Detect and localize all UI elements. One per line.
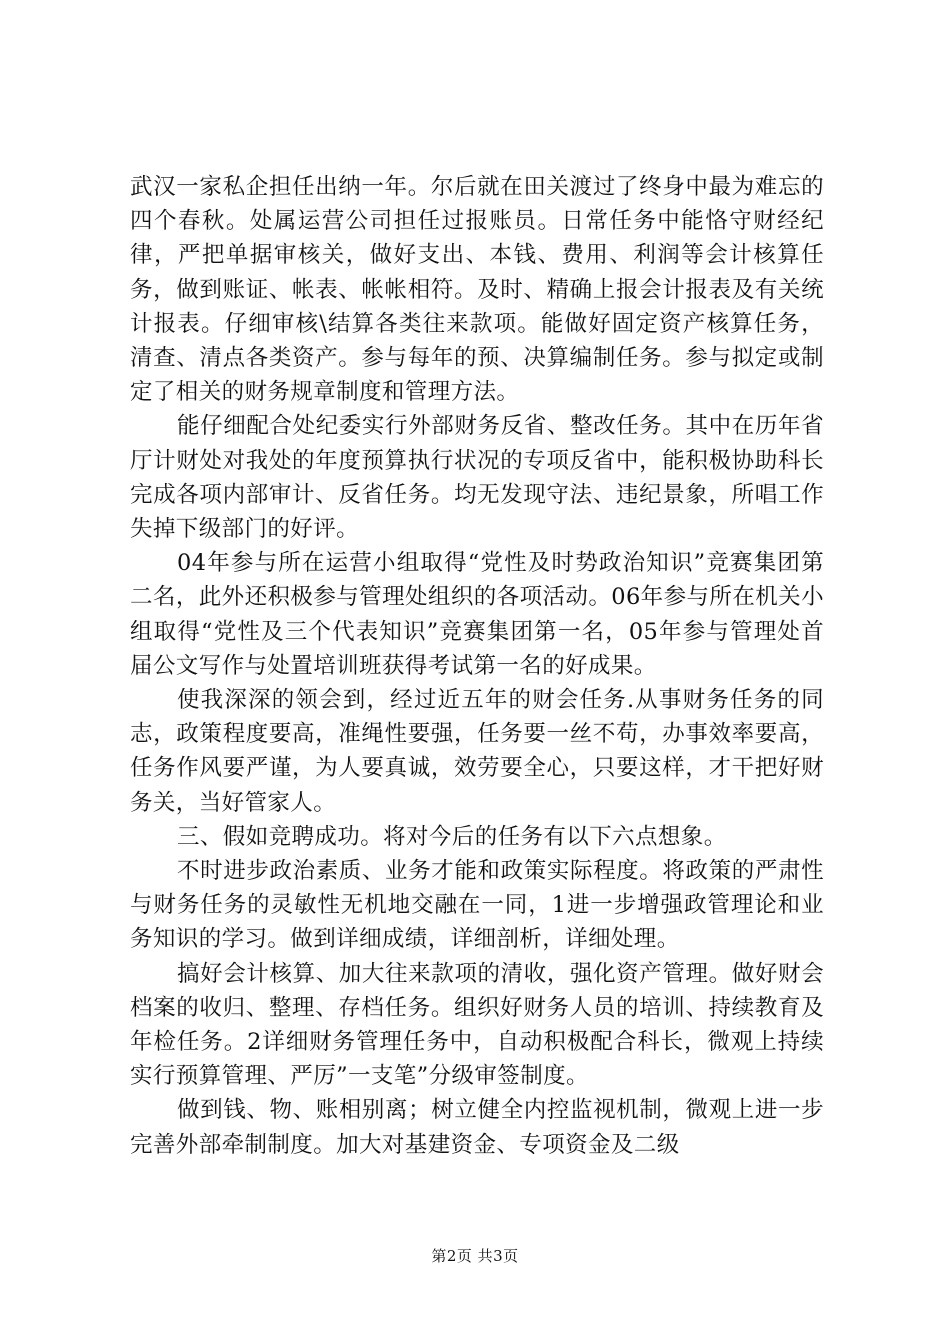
paragraph-7: 搞好会计核算、加大往来款项的清收，强化资产管理。做好财会档案的收归、整理、存档任务。组织好财务人员的培训、持续教育及年检任务。2详细财务管理任务中，自动积极配合科长，微观上持续实行预算管理、严厉”一支笔”分级审签制度。 — [130, 960, 824, 1090]
page-number-footer: 第2页 共3页 — [431, 1247, 519, 1265]
paragraph-4: 使我深深的领会到，经过近五年的财会任务.从事财务任务的同志，政策程度要高，准绳性要强，任务要一丝不苟，办事效率要高，任务作风要严谨，为人要真诚，效劳要全心，只要这样，才干把好财务关，当好管家人。 — [130, 687, 824, 816]
paragraph-8: 做到钱、物、账相别离；树立健全内控监视机制，微观上进一步完善外部牵制制度。加大对基建资金、专项资金及二级 — [130, 1097, 824, 1158]
document-body — [130, 170, 824, 1162]
paragraph-2: 能仔细配合处纪委实行外部财务反省、整改任务。其中在历年省厅计财处对我处的年度预算执行状况的专项反省中，能积极协助科长完成各项内部审计、反省任务。均无发现守法、违纪景象，所唱工作失掉下级部门的好评。 — [130, 413, 824, 543]
paragraph-1: 武汉一家私企担任出纳一年。尔后就在田关渡过了终身中最为难忘的四个春秋。处属运营公司担任过报账员。日常任务中能恪守财经纪律，严把单据审核关，做好支出、本钱、费用、利润等会计核算任务，做到账证、帐表、帐帐相符。及时、精确上报会计报表及有关统计报表。仔细审核\结算各类往来款项。能做好固定资产核算任务，清查、清点各类资产。参与每年的预、决算编制任务。参与拟定或制定了相关的财务规章制度和管理方法。 — [130, 174, 824, 406]
paragraph-3: 04年参与所在运营小组取得“党性及时势政治知识”竞赛集团第二名，此外还积极参与管理处组织的各项活动。06年参与所在机关小组取得“党性及三个代表知识”竞赛集团第一名，05年参与管理处首届公文写作与处置培训班获得考试第一名的好成果。 — [130, 550, 824, 679]
paragraph-6: 不时进步政治素质、业务才能和政策实际程度。将政策的严肃性与财务任务的灵敏性无机地交融在一同，1进一步增强政管理论和业务知识的学习。做到详细成绩，详细剖析，详细处理。 — [130, 858, 824, 953]
paragraph-5-heading: 三、假如竞聘成功。将对今后的任务有以下六点想象。 — [177, 823, 727, 850]
